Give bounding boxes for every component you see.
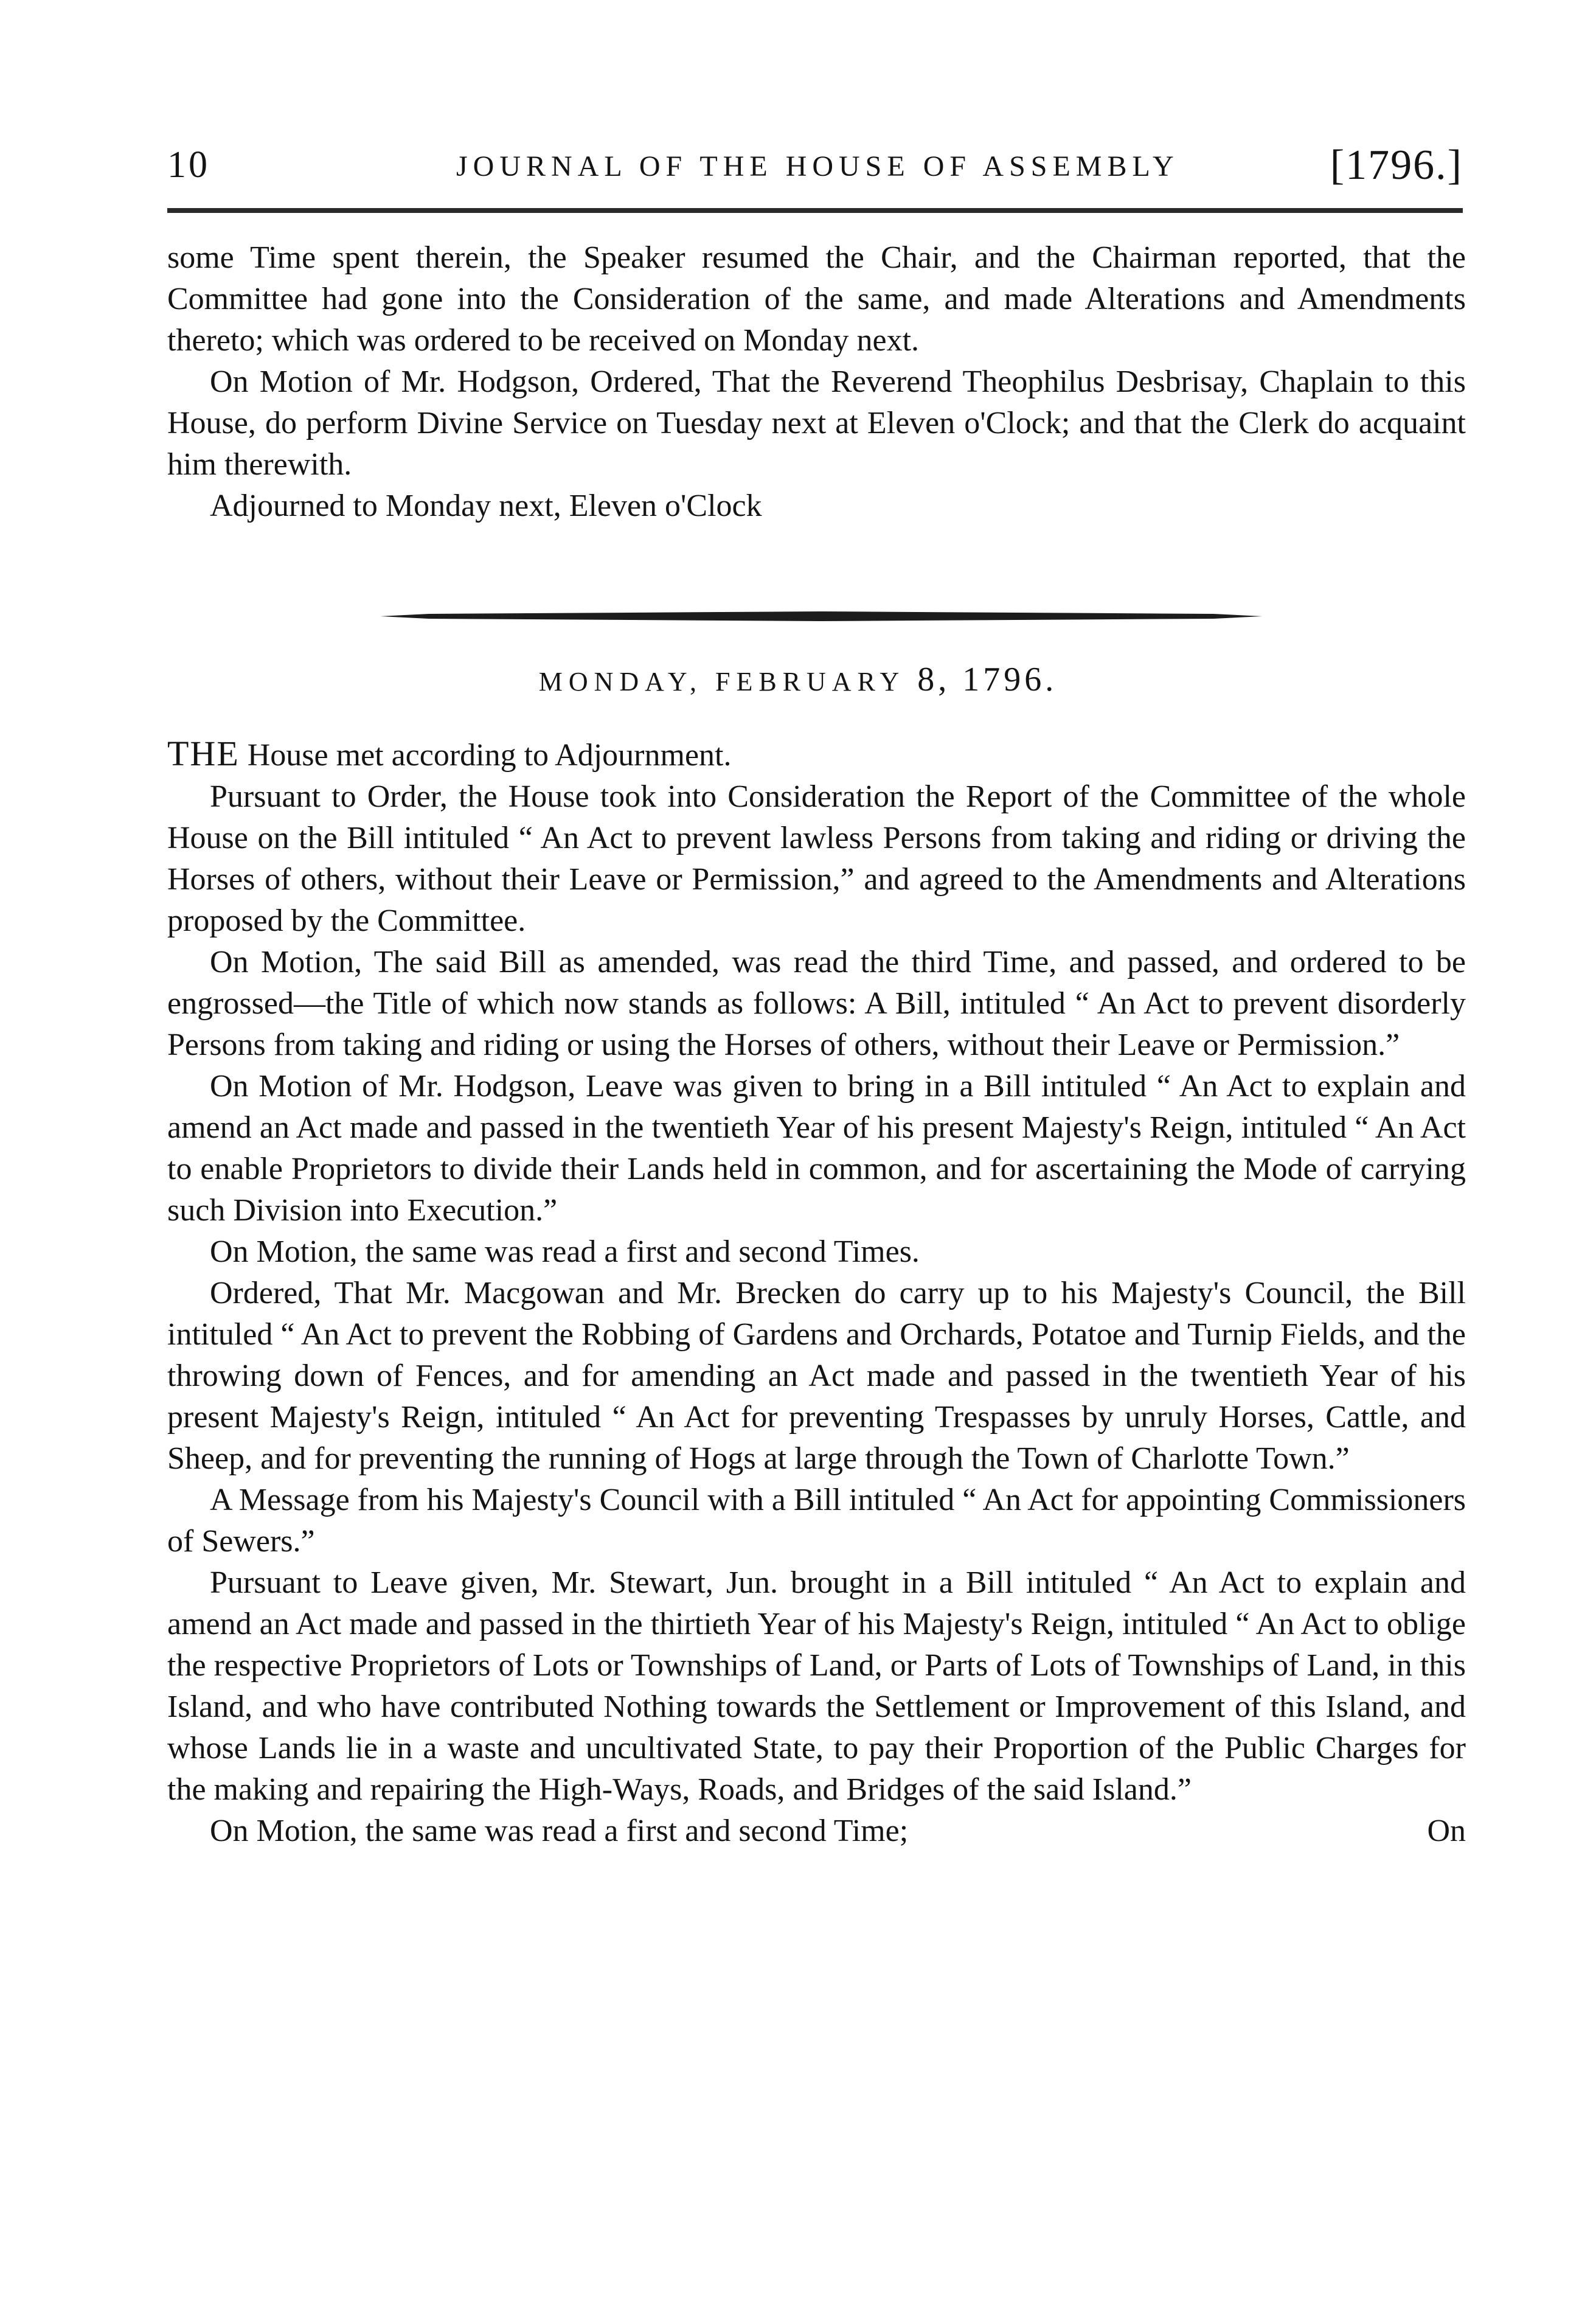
- opening-rest: House met according to Adjournment.: [247, 738, 732, 773]
- opening-first-word: THE: [167, 734, 240, 773]
- paragraph: Pursuant to Leave given, Mr. Stewart, Jun. brought in a Bill intituled “ An Act to explain and amend an Act made and passed in the thirtieth Year of his Majesty's Reign, intituled “ An Act to oblige the respective Proprietors of Lots or Townships of Land, or Parts of Lots of Townships of Land, in this Island, and who have contributed Nothing towards the Settlement or Improvement of this Island, and whose Lands lie in a waste and uncultivated State, to pay their Proportion of the Public Charges for the making and repairing the High-Ways, Roads, and Bridges of the said Island.”: [167, 1565, 1466, 1807]
- header-rule: [167, 208, 1463, 213]
- session-date-heading: [0, 660, 1596, 699]
- paragraph: Pursuant to Order, the House took into Consideration the Report of the Committee of the whole House on the Bill intituled “ An Act to prevent lawless Persons from taking and riding or driving the Horses of others, without their Leave or Permission,” and agreed to the Amendments and Alterations proposed by the Committee.: [167, 779, 1466, 938]
- paragraph: On Motion of Mr. Hodgson, Ordered, That the Reverend Theophilus Desbrisay, Chaplain to this House, do perform Divine Service on Tuesday next at Eleven o'Clock; and that the Clerk do acquaint him therewith.: [167, 364, 1466, 482]
- final-line: [167, 1811, 1466, 1852]
- paragraph: On Motion, the same was read a first and second Times.: [210, 1234, 920, 1269]
- paragraph: Adjourned to Monday next, Eleven o'Clock: [210, 489, 762, 523]
- header-year: [1796.]: [1330, 142, 1463, 189]
- catchword: On: [1427, 1814, 1466, 1848]
- session-day-month: MONDAY, FEBRUARY: [538, 667, 906, 697]
- ornamental-rule: [380, 611, 1262, 622]
- session-day-year: 8, 1796.: [917, 661, 1058, 698]
- running-title: JOURNAL OF THE HOUSE OF ASSEMBLY: [456, 150, 1179, 183]
- opening-line: [167, 733, 1466, 776]
- paragraph: some Time spent therein, the Speaker resumed the Chair, and the Chairman reported, that the Committee had gone into the Consideration of the same, and made Alterations and Amendments thereto; which was ordered to be received on Monday next.: [167, 240, 1466, 358]
- paragraph: On Motion, the same was read a first and second Time;: [210, 1814, 909, 1848]
- paragraph: A Message from his Majesty's Council with a Bill intituled “ An Act for appointing Commissioners of Sewers.”: [167, 1483, 1466, 1559]
- page-number: 10: [167, 144, 210, 186]
- session-proceedings: [167, 733, 1466, 1852]
- paragraph: Ordered, That Mr. Macgowan and Mr. Brecken do carry up to his Majesty's Council, the Bill intituled “ An Act to prevent the Robbing of Gardens and Orchards, Potatoe and Turnip Fields, and the throwing down of Fences, and for amending an Act made and passed in the twentieth Year of his present Majesty's Reign, intituled “ An Act for preventing Trespasses by unruly Horses, Cattle, and Sheep, and for preventing the running of Hogs at large through the Town of Charlotte Town.”: [167, 1276, 1466, 1476]
- paragraph: On Motion, The said Bill as amended, was read the third Time, and passed, and ordered to be engrossed—the Title of which now stands as follows: A Bill, intituled “ An Act to prevent disorderly Persons from taking and riding or using the Horses of others, without their Leave or Permission.”: [167, 945, 1466, 1062]
- paragraph: On Motion of Mr. Hodgson, Leave was given to bring in a Bill intituled “ An Act to explain and amend an Act made and passed in the twentieth Year of his present Majesty's Reign, intituled “ An Act to enable Proprietors to divide their Lands held in common, and for ascertaining the Mode of carrying such Division into Execution.”: [167, 1069, 1466, 1228]
- continued-entry: [167, 237, 1466, 527]
- running-header: [167, 141, 1463, 190]
